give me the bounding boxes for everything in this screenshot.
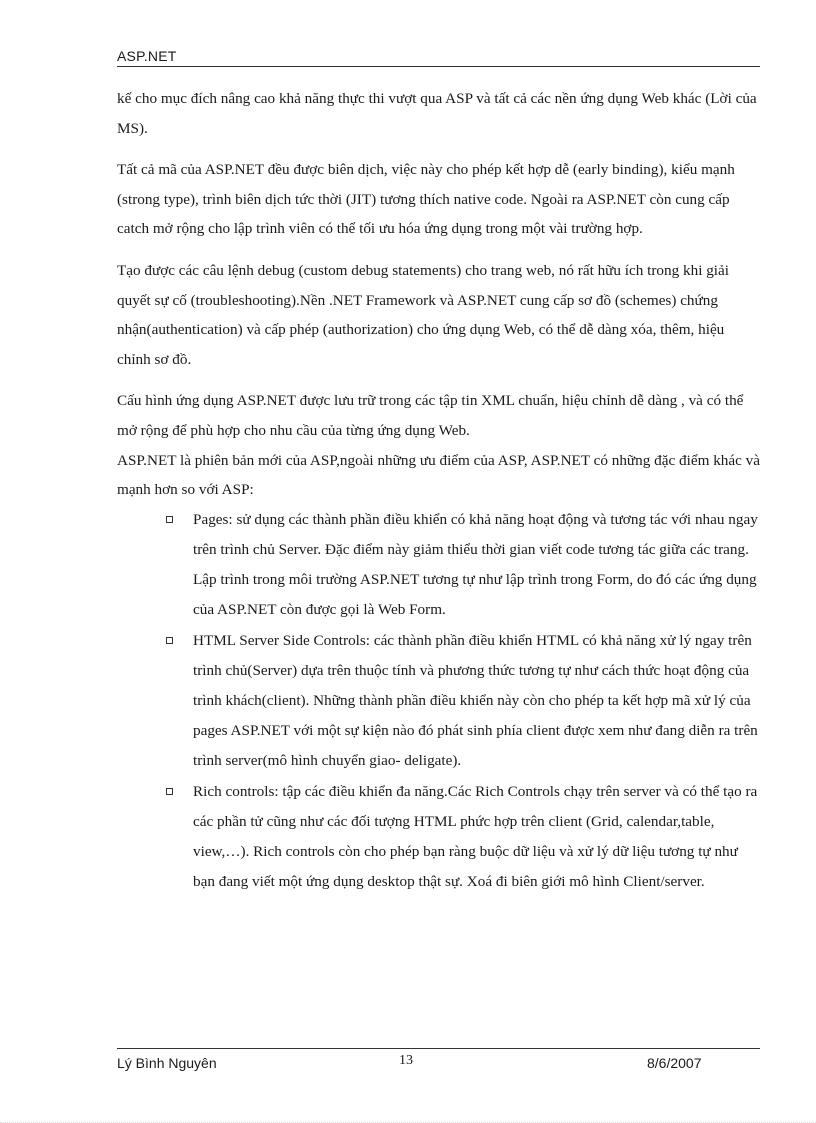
list-item [193, 626, 760, 777]
square-bullet-icon [166, 788, 173, 795]
paragraph: ASP.NET là phiên bản mới của ASP,ngoài những ưu điểm của ASP, ASP.NET có những đặc điểm khác và mạnh hơn so với ASP: [117, 451, 760, 499]
footer-author: Lý Bình Nguyên [117, 1055, 217, 1071]
paragraph: Tạo được các câu lệnh debug (custom debug statements) cho trang web, nó rất hữu ích trong khi giải quyết sự cố (troubleshooting).Nền .NET Framework và ASP.NET cung cấp sơ đồ (schemes) chứng nhận(authentication) và cấp phép (authorization) cho ứng dụng Web, có thể dễ dàng xóa, thêm, hiệu chỉnh sơ đồ. [117, 261, 729, 368]
page-header [117, 48, 760, 67]
list-item [193, 505, 760, 626]
page-body [117, 84, 760, 897]
list-item [193, 777, 760, 898]
header-title: ASP.NET [117, 48, 177, 64]
page-number: 13 [399, 1053, 413, 1068]
paragraph: Cấu hình ứng dụng ASP.NET được lưu trữ trong các tập tin XML chuẩn, hiệu chỉnh dễ dàng , và có thể mở rộng để phù hợp cho nhu cầu của từng ứng dụng Web. [117, 392, 744, 439]
page-footer [117, 1048, 760, 1077]
paragraph: kế cho mục đích nâng cao khả năng thực thi vượt qua ASP và tất cả các nền ứng dụng Web khác (Lời của MS). [117, 90, 757, 137]
footer-date: 8/6/2007 [647, 1055, 702, 1071]
list-item-text: HTML Server Side Controls: các thành phần điều khiển HTML có khả năng xử lý ngay trên trình chủ(Server) dựa trên thuộc tính và phương thức tương tự như cách thức hoạt động của trình khách(client). Những thành phần điều khiển này còn cho phép ta kết hợp mã xử lý của pages ASP.NET với một sự kiện nào đó phát sinh phía client được xem như đang diễn ra trên trình server(mô hình chuyển giao- deligate). [193, 631, 758, 770]
feature-list [117, 505, 760, 898]
square-bullet-icon [166, 637, 173, 644]
list-item-text: Rich controls: tập các điều khiển đa năng.Các Rich Controls chạy trên server và có thể tạo ra các phần tử cũng như các đối tượng HTML phức hợp trên client (Grid, calendar,table, view,…). Rich controls còn cho phép bạn ràng buộc dữ liệu và xử lý dữ liệu tương tự như bạn đang viết một ứng dụng desktop thật sự. Xoá đi biên giới mô hình Client/server. [193, 782, 758, 891]
paragraph: Tất cả mã của ASP.NET đều được biên dịch, việc này cho phép kết hợp dễ (early binding), kiểu mạnh (strong type), trình biên dịch tức thời (JIT) tương thích native code. Ngoài ra ASP.NET còn cung cấp catch mở rộng cho lập trình viên có thể tối ưu hóa ứng dụng trong một vài trường hợp. [117, 161, 735, 238]
square-bullet-icon [166, 516, 173, 523]
list-item-text: Pages: sử dụng các thành phần điều khiển có khả năng hoạt động và tương tác với nhau ngay trên trình chủ Server. Đặc điểm này giảm thiểu thời gian viết code tương tác giữa các trang. Lập trình trong môi trường ASP.NET tương tự như lập trình trong Form, do đó các ứng dụng của ASP.NET còn được gọi là Web Form. [193, 510, 758, 619]
